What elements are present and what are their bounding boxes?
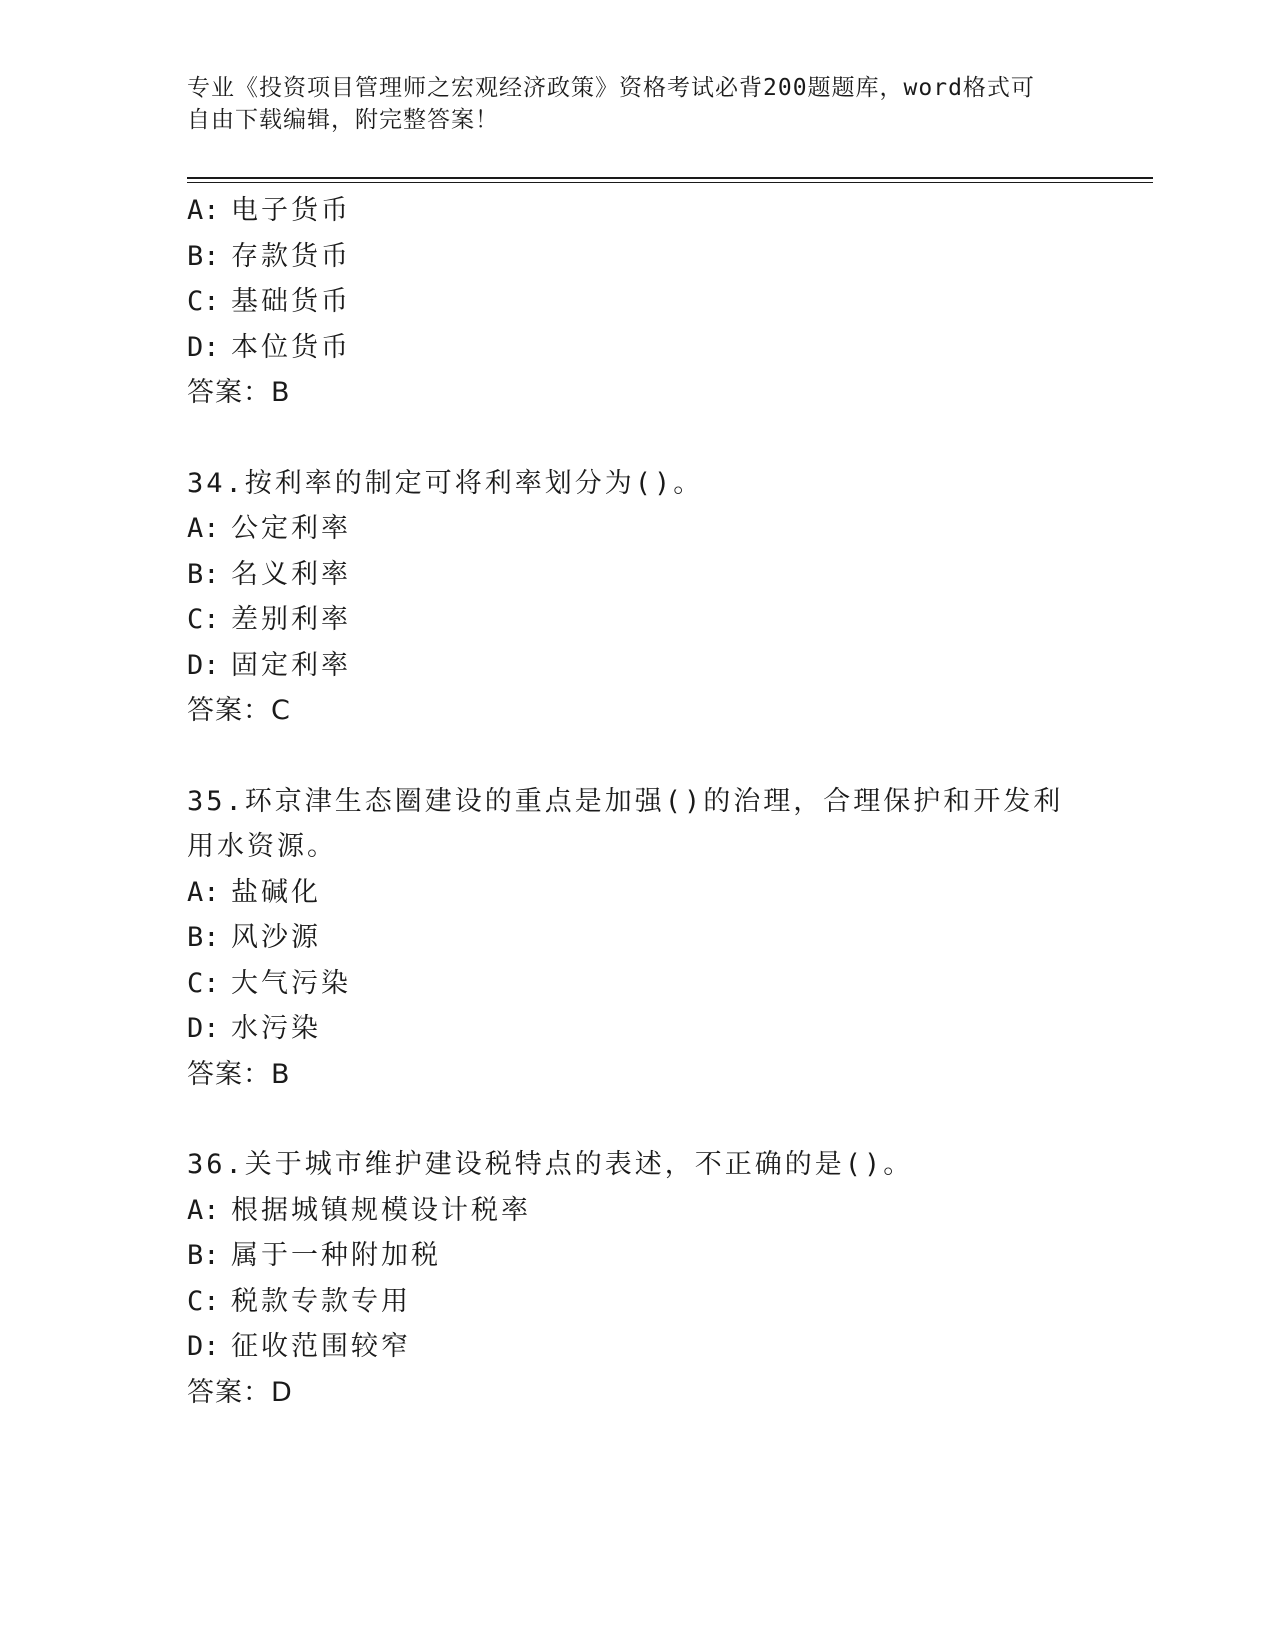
block-spacer [187, 1097, 1087, 1142]
option-text: 存款货币 [231, 240, 351, 272]
option-text: 盐碱化 [231, 876, 321, 908]
header-divider-thin [187, 182, 1153, 183]
document-header [187, 72, 1087, 136]
option-text: 固定利率 [231, 649, 351, 681]
option-letter: B: [187, 922, 220, 953]
option-b [187, 915, 1087, 961]
answer-line: 答案：B [187, 377, 291, 408]
option-d [187, 325, 1087, 371]
question-block-35 [187, 779, 1087, 1098]
option-text: 公定利率 [231, 513, 351, 544]
option-text: 水污染 [231, 1013, 321, 1044]
option-c [187, 961, 1087, 1007]
option-a [187, 870, 1087, 916]
question-block-34 [187, 461, 1087, 734]
option-text: 差别利率 [231, 604, 351, 635]
option-letter: C: [187, 286, 220, 317]
block-spacer [187, 734, 1087, 779]
option-a [187, 1188, 1087, 1234]
option-text: 本位货币 [231, 331, 351, 363]
option-letter: B: [187, 1240, 220, 1271]
option-letter: B: [187, 240, 220, 272]
option-letter: A: [187, 876, 220, 908]
option-c [187, 279, 1087, 325]
option-text: 税款专款专用 [231, 1285, 411, 1317]
option-letter: C: [187, 604, 220, 635]
question-text: 35.环京津生态圈建设的重点是加强()的治理，合理保护和开发利用水资源。 [187, 785, 1064, 862]
answer-line: 答案：C [187, 695, 291, 726]
option-letter: C: [187, 967, 220, 999]
question-text: 34.按利率的制定可将利率划分为()。 [187, 467, 704, 499]
option-a [187, 506, 1087, 552]
question-block-36 [187, 1142, 1087, 1415]
option-text: 电子货币 [231, 195, 351, 226]
option-text: 基础货币 [231, 286, 351, 317]
option-text: 名义利率 [231, 558, 351, 590]
header-title-line-2: 自由下载编辑，附完整答案！ [187, 107, 499, 133]
option-d [187, 1324, 1087, 1370]
header-divider-thick [187, 177, 1153, 179]
option-text: 属于一种附加税 [231, 1240, 441, 1271]
answer-line: 答案：D [187, 1376, 293, 1408]
option-letter: A: [187, 195, 220, 226]
question-block-33 [187, 188, 1087, 416]
option-b [187, 234, 1087, 280]
option-letter: C: [187, 1285, 220, 1317]
option-text: 风沙源 [231, 922, 321, 953]
option-text: 征收范围较窄 [231, 1331, 411, 1362]
option-letter: B: [187, 558, 220, 590]
option-c [187, 597, 1087, 643]
option-text: 根据城镇规模设计税率 [231, 1194, 531, 1226]
option-letter: D: [187, 1013, 220, 1044]
option-letter: D: [187, 1331, 220, 1362]
option-b [187, 552, 1087, 598]
question-text: 36.关于城市维护建设税特点的表述，不正确的是()。 [187, 1149, 914, 1180]
option-letter: D: [187, 331, 220, 363]
option-letter: D: [187, 649, 220, 681]
header-title-line-1: 专业《投资项目管理师之宏观经济政策》资格考试必背200题题库，word格式可 [187, 75, 1035, 101]
option-c [187, 1279, 1087, 1325]
option-a [187, 188, 1087, 234]
block-spacer [187, 416, 1087, 461]
option-d [187, 643, 1087, 689]
option-b [187, 1233, 1087, 1279]
option-letter: A: [187, 513, 220, 544]
option-letter: A: [187, 1194, 220, 1226]
option-text: 大气污染 [231, 967, 351, 999]
option-d [187, 1006, 1087, 1052]
question-list [187, 188, 1087, 1415]
answer-line: 答案：B [187, 1058, 291, 1090]
